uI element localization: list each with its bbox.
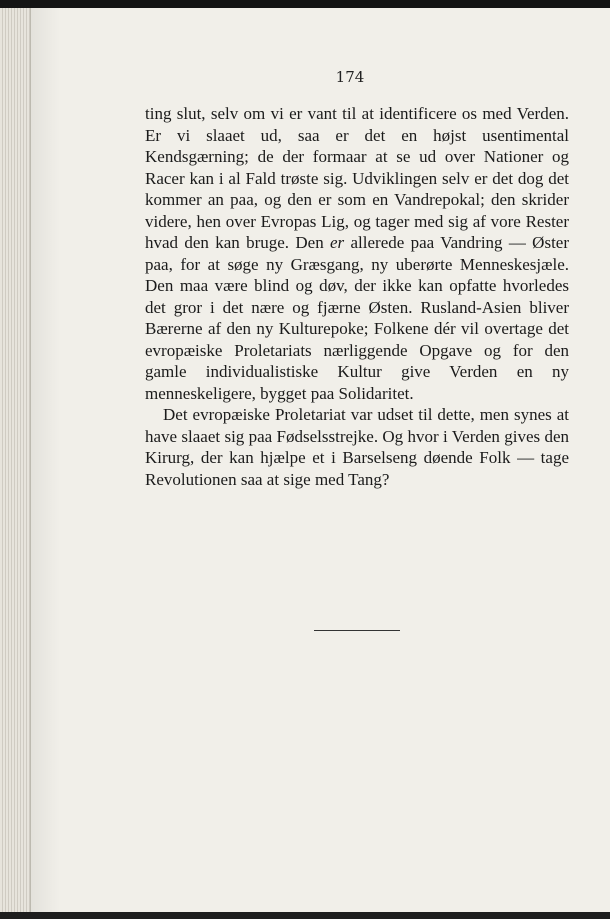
paragraph-1 (145, 103, 569, 404)
page-number: 174 (335, 68, 365, 86)
section-end-rule (314, 630, 400, 631)
scan-top-border (0, 0, 610, 8)
paragraph-2: Det evropæiske Proletariat var udset til dette, men synes at have slaaet sig paa Fødselsstrejke. Og hvor i Verden gives den Kirurg, der kan hjælpe et i Barselseng døende Folk — tage Revolutionen saa at sige med Tang? (145, 405, 569, 489)
paragraph-1-emphasis: er (330, 233, 345, 252)
page-edges (0, 8, 31, 912)
body-text (145, 103, 569, 490)
gutter-shadow (30, 8, 60, 912)
paragraph-1-after: allerede paa Vandring — Øster paa, for at søge ny Græsgang, ny uberørte Menneskesjæle. Den maa være blind og døv, der ikke kan opfatte hvorledes det gror i det nære og fjærne Østen. Rusland-Asien bliver Bærerne af den ny Kulturepoke; Folkene dér vil overtage det evropæiske Proletariats nærliggende Opgave og for den gamle individualistiske Kultur give Verden en ny menneskeligere, bygget paa Solidaritet. (145, 233, 569, 403)
paragraph-1-before: ting slut, selv om vi er vant til at identificere os med Verden. Er vi slaaet ud, saa er det en højst usentimental Kendsgærning; de der formaar at se ud over Nationer og Racer kan i al Fald trøste sig. Udviklingen selv er det dog det kommer an paa, og den er som en Vandrepokal; den skrider videre, hen over Evropas Lig, og tager med sig af vore Rester hvad den kan bruge. Den (145, 104, 569, 252)
